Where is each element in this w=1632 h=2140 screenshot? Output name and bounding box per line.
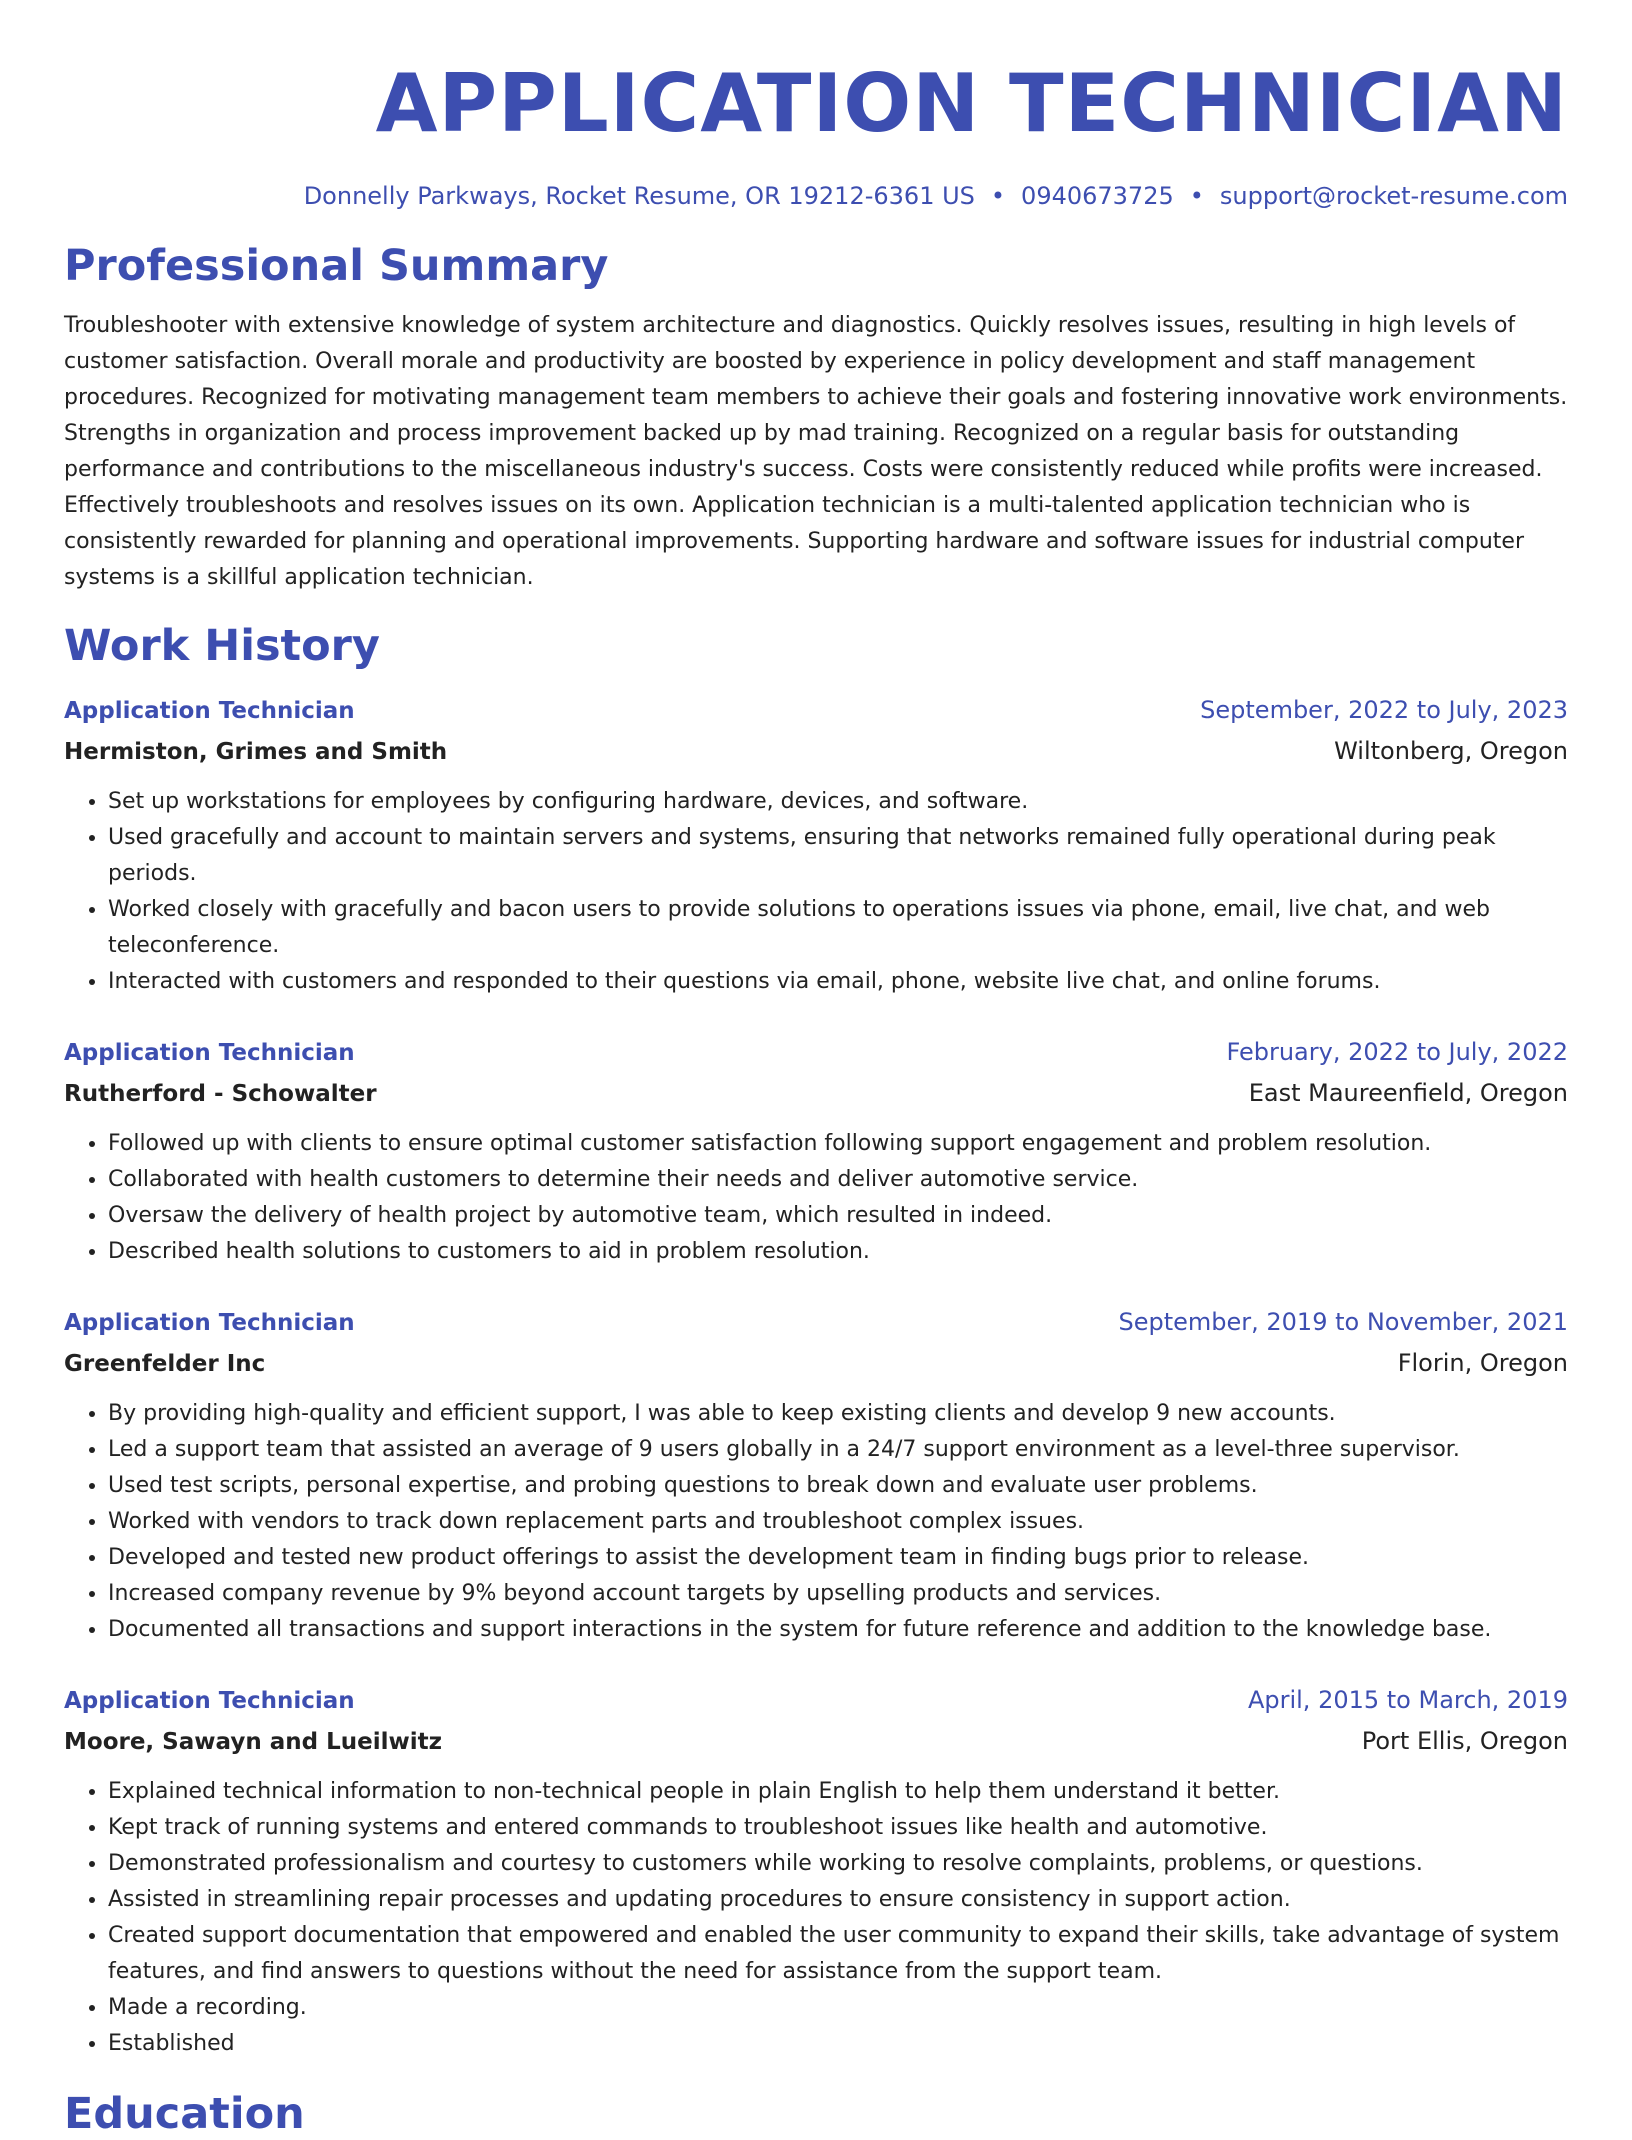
job-title: Application Technician [64, 1688, 355, 1714]
job-dates: February, 2022 to July, 2022 [1226, 1038, 1568, 1066]
job-header-row [64, 690, 1568, 731]
job-location: Port Ellis, Oregon [1361, 1727, 1568, 1755]
job-header-row [64, 1032, 1568, 1073]
job-bullet: • Developed and tested new product offerings to assist the development team in finding bugs prior to release. [108, 1540, 1568, 1576]
job-company-row [64, 1073, 1568, 1114]
job-entry [64, 1032, 1568, 1270]
contact-email: support@rocket-resume.com [1219, 182, 1568, 210]
summary-section [64, 240, 1568, 596]
job-bullet: • Used gracefully and account to maintain servers and systems, ensuring that networks remained fully operational during peak periods. [108, 820, 1568, 892]
job-bullet: • Followed up with clients to ensure optimal customer satisfaction following support engagement and problem resolution. [108, 1126, 1568, 1162]
job-company: Greenfelder Inc [64, 1351, 266, 1377]
job-bullet: • Assisted in streamlining repair processes and updating procedures to ensure consistency in support action. [108, 1882, 1568, 1918]
education-heading: Education [64, 2089, 305, 2139]
job-bullet: • Increased company revenue by 9% beyond account targets by upselling products and services. [108, 1576, 1568, 1612]
contact-line [64, 180, 1568, 212]
job-bullet: • Interacted with customers and responded to their questions via email, phone, website live chat, and online forums. [108, 964, 1568, 1000]
job-location: Florin, Oregon [1397, 1349, 1568, 1377]
job-list [64, 690, 1568, 2062]
job-bullet: • Worked closely with gracefully and bacon users to provide solutions to operations issues via phone, email, live chat, and web teleconference. [108, 892, 1568, 964]
education-section [64, 2088, 1568, 2140]
job-company-row [64, 731, 1568, 772]
job-bullet: • Explained technical information to non-technical people in plain English to help them understand it better. [108, 1774, 1568, 1810]
resume-header [64, 0, 1568, 212]
job-bullet: • Described health solutions to customers to aid in problem resolution. [108, 1234, 1568, 1270]
job-bullet: • Collaborated with health customers to determine their needs and deliver automotive service. [108, 1162, 1568, 1198]
job-location: East Maureenfield, Oregon [1248, 1079, 1568, 1107]
job-entry [64, 1680, 1568, 2062]
job-title: Application Technician [64, 698, 355, 724]
job-bullet-list [64, 1396, 1568, 1648]
job-bullet-list [64, 784, 1568, 1000]
summary-text: Troubleshooter with extensive knowledge of system architecture and diagnostics. Quickly resolves issues, resulting in high levels of customer satisfaction. Overall morale and productivity are boosted by experience in policy development and staff management procedures. Recognized for motivating management team members to achieve their goals and fostering innovative work environments. Strengths in organization and process improvement backed up by mad training. Recognized on a regular basis for outstanding performance and contributions to the miscellaneous industry's success. Costs were consistently reduced while profits were increased. Effectively troubleshoots and resolves issues on its own. Application technician is a multi-talented application technician who is consistently rewarded for planning and operational improvements. Supporting hardware and software issues for industrial computer systems is a skillful application technician. [64, 313, 1568, 590]
job-dates: September, 2022 to July, 2023 [1200, 696, 1568, 724]
job-dates: April, 2015 to March, 2019 [1247, 1686, 1568, 1714]
job-header-row [64, 1680, 1568, 1721]
job-bullet: • Used test scripts, personal expertise, and probing questions to break down and evaluate user problems. [108, 1468, 1568, 1504]
job-entry [64, 1302, 1568, 1648]
job-bullet: • Made a recording. [108, 1990, 1568, 2026]
job-header-row [64, 1302, 1568, 1343]
job-company: Hermiston, Grimes and Smith [64, 739, 448, 765]
contact-phone: 0940673725 [1021, 182, 1174, 210]
contact-address: Donnelly Parkways, Rocket Resume, OR 19212-6361 US [303, 182, 975, 210]
job-title: Application Technician [64, 1040, 355, 1066]
job-bullet: • Set up workstations for employees by configuring hardware, devices, and software. [108, 784, 1568, 820]
contact-separator: • [990, 182, 1006, 210]
job-bullet: • Oversaw the delivery of health project by automotive team, which resulted in indeed. [108, 1198, 1568, 1234]
work-history-heading: Work History [64, 621, 380, 671]
contact-separator: • [1189, 182, 1204, 210]
job-company-row [64, 1721, 1568, 1762]
job-bullet: • By providing high-quality and efficient support, I was able to keep existing clients and develop 9 new accounts. [108, 1396, 1568, 1432]
job-bullet: • Demonstrated professionalism and courtesy to customers while working to resolve complaints, problems, or questions. [108, 1846, 1568, 1882]
job-company-row [64, 1343, 1568, 1384]
job-bullet: • Created support documentation that empowered and enabled the user community to expand their skills, take advantage of system features, and find answers to questions without the need for assistance from the support team. [108, 1918, 1568, 1990]
job-bullet-list [64, 1126, 1568, 1270]
summary-heading: Professional Summary [64, 241, 609, 291]
job-bullet: • Led a support team that assisted an average of 9 users globally in a 24/7 support environment as a level-three supervisor. [108, 1432, 1568, 1468]
job-bullet-list [64, 1774, 1568, 2062]
job-bullet: • Worked with vendors to track down replacement parts and troubleshoot complex issues. [108, 1504, 1568, 1540]
job-dates: September, 2019 to November, 2021 [1118, 1308, 1568, 1336]
job-bullet: • Kept track of running systems and entered commands to troubleshoot issues like health and automotive. [108, 1810, 1568, 1846]
job-bullet: • Established [108, 2026, 1568, 2062]
job-entry [64, 690, 1568, 1000]
job-title: Application Technician [64, 1310, 355, 1336]
job-bullet: • Documented all transactions and support interactions in the system for future reference and addition to the knowledge base. [108, 1612, 1568, 1648]
work-history-section [64, 620, 1568, 2062]
job-location: Wiltonberg, Oregon [1334, 737, 1568, 765]
job-company: Rutherford - Schowalter [64, 1081, 377, 1107]
candidate-name: APPLICATION TECHNICIAN [375, 57, 1568, 150]
job-company: Moore, Sawayn and Lueilwitz [64, 1729, 442, 1755]
